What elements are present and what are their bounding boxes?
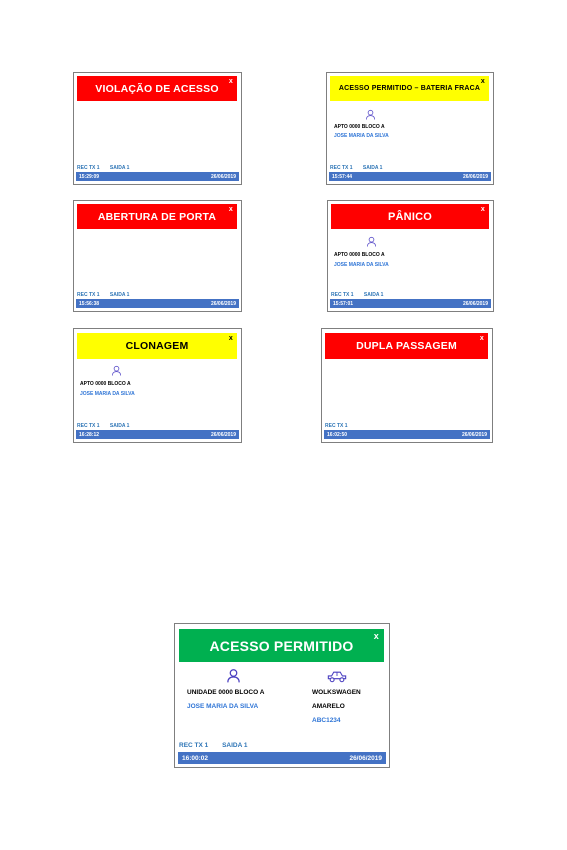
output-label: SAIDA 1 bbox=[222, 742, 248, 749]
status-bar bbox=[324, 430, 490, 439]
user-icon bbox=[366, 236, 377, 247]
device-info bbox=[330, 165, 382, 171]
screen-header bbox=[325, 333, 488, 359]
resident-name: JOSE MARIA DA SILVA bbox=[334, 133, 389, 139]
unit-label: APTO 0000 BLOCO A bbox=[334, 124, 385, 130]
receiver-label: REC TX 1 bbox=[77, 423, 100, 429]
screen-title: ACESSO PERMITIDO bbox=[209, 637, 354, 654]
unit-label: APTO 0000 BLOCO A bbox=[334, 252, 385, 258]
event-time: 15:57:44 bbox=[332, 173, 353, 180]
status-bar bbox=[330, 299, 491, 308]
event-time: 16:00:02 bbox=[182, 754, 209, 762]
device-info bbox=[77, 165, 129, 171]
event-time: 16:28:12 bbox=[79, 431, 100, 438]
user-icon bbox=[226, 668, 241, 683]
event-time: 15:56:38 bbox=[79, 300, 100, 307]
event-date: 26/06/2019 bbox=[210, 300, 236, 307]
screen-access-granted bbox=[174, 623, 390, 768]
event-date: 26/06/2019 bbox=[461, 431, 487, 438]
close-button[interactable]: x bbox=[228, 335, 233, 342]
close-button[interactable]: x bbox=[479, 335, 484, 342]
screen-cloning bbox=[73, 328, 242, 443]
vehicle-brand: WOLKSWAGEN bbox=[312, 689, 361, 696]
output-label: SAIDA 1 bbox=[109, 423, 130, 429]
event-time: 16:02:50 bbox=[327, 431, 348, 438]
receiver-label: REC TX 1 bbox=[179, 742, 209, 749]
screen-header bbox=[330, 76, 489, 101]
screen-title: VIOLAÇÃO DE ACESSO bbox=[95, 82, 219, 95]
event-time: 15:29:09 bbox=[79, 173, 100, 180]
receiver-label: REC TX 1 bbox=[77, 292, 100, 298]
output-label: SAIDA 1 bbox=[109, 292, 130, 298]
screen-panic bbox=[327, 200, 494, 312]
screen-access-low-battery bbox=[326, 72, 494, 185]
screen-title: ABERTURA DE PORTA bbox=[97, 210, 217, 223]
screen-title: DUPLA PASSAGEM bbox=[356, 340, 457, 352]
status-bar bbox=[329, 172, 491, 181]
resident-name: JOSE MARIA DA SILVA bbox=[187, 703, 259, 710]
status-bar bbox=[178, 752, 386, 764]
user-icon bbox=[111, 365, 122, 376]
event-time: 15:57:01 bbox=[333, 300, 354, 307]
event-date: 26/06/2019 bbox=[210, 173, 236, 180]
vehicle-color: AMARELO bbox=[312, 703, 345, 710]
device-info bbox=[325, 423, 348, 429]
output-label: SAIDA 1 bbox=[362, 165, 383, 171]
status-bar bbox=[76, 299, 239, 308]
event-date: 26/06/2019 bbox=[462, 300, 488, 307]
output-label: SAIDA 1 bbox=[363, 292, 384, 298]
screen-header bbox=[331, 204, 489, 229]
screen-door-opening bbox=[73, 200, 242, 312]
screen-header bbox=[77, 333, 237, 359]
close-button[interactable]: x bbox=[228, 206, 233, 213]
device-info bbox=[179, 742, 247, 749]
device-info bbox=[77, 423, 129, 429]
event-date: 26/06/2019 bbox=[349, 754, 382, 762]
close-button[interactable]: x bbox=[373, 631, 379, 641]
receiver-label: REC TX 1 bbox=[331, 292, 354, 298]
status-bar bbox=[76, 430, 239, 439]
resident-name: JOSE MARIA DA SILVA bbox=[334, 262, 389, 268]
screen-title: ACESSO PERMITIDO – BATERIA FRACA bbox=[338, 85, 481, 92]
screen-header bbox=[77, 76, 237, 101]
screen-header bbox=[179, 629, 384, 662]
status-bar bbox=[76, 172, 239, 181]
unit-label: APTO 0000 BLOCO A bbox=[80, 381, 131, 387]
close-button[interactable]: x bbox=[480, 78, 485, 85]
receiver-label: REC TX 1 bbox=[330, 165, 353, 171]
screen-access-violation bbox=[73, 72, 242, 185]
screen-title: PÂNICO bbox=[388, 210, 432, 223]
user-icon bbox=[365, 109, 376, 120]
resident-name: JOSE MARIA DA SILVA bbox=[80, 391, 135, 397]
event-date: 26/06/2019 bbox=[462, 173, 488, 180]
close-button[interactable]: x bbox=[228, 78, 233, 85]
receiver-label: REC TX 1 bbox=[77, 165, 100, 171]
output-label: SAIDA 1 bbox=[109, 165, 130, 171]
car-icon bbox=[326, 670, 348, 683]
unit-label: UNIDADE 0000 BLOCO A bbox=[187, 689, 265, 696]
screen-double-passage bbox=[321, 328, 493, 443]
screen-title: CLONAGEM bbox=[125, 340, 189, 352]
vehicle-plate: ABC1234 bbox=[312, 717, 341, 724]
device-info bbox=[77, 292, 129, 298]
close-button[interactable]: x bbox=[480, 206, 485, 213]
event-date: 26/06/2019 bbox=[210, 431, 236, 438]
receiver-label: REC TX 1 bbox=[325, 423, 348, 429]
device-info bbox=[331, 292, 383, 298]
screen-header bbox=[77, 204, 237, 229]
